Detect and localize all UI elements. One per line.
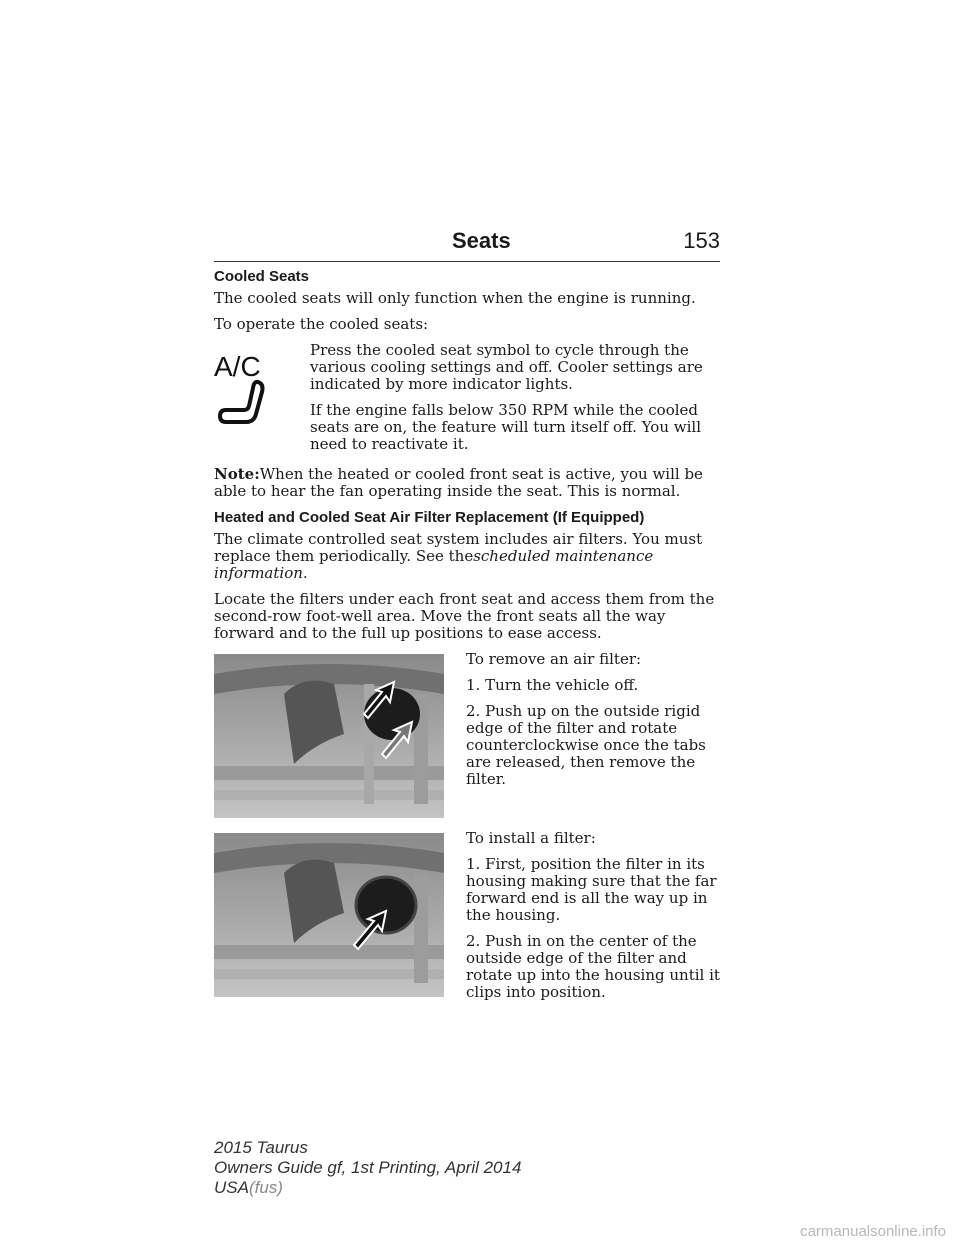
cooled-seats-intro: The cooled seats will only function when the engine is running. xyxy=(214,289,696,307)
install-filter-section xyxy=(214,830,722,1010)
filter-locate: Locate the filters under each front seat and access them from the second-row foot-well area. Move the front seats all the way forward and to the full up positions to ease access. xyxy=(214,590,715,642)
page-footer xyxy=(214,1138,521,1198)
cooled-seat-press: Press the cooled seat symbol to cycle through the various cooling settings and off. Cooler settings are indicated by more indicator lights. xyxy=(310,341,703,393)
install-filter-title: To install a filter: xyxy=(466,829,596,847)
remove-filter-title: To remove an air filter: xyxy=(466,650,642,668)
remove-filter-step-2: 2. Push up on the outside rigid edge of the filter and rotate counterclockwise once the tabs are released, then remove the filter. xyxy=(466,702,706,788)
filter-install-image xyxy=(214,833,444,997)
filter-heading: Heated and Cooled Seat Air Filter Replacement (If Equipped) xyxy=(214,509,645,526)
filter-intro-text: The climate controlled seat system includes air filters. You must replace them periodically. See the xyxy=(214,530,703,565)
page-number: 153 xyxy=(683,228,720,253)
filter-intro xyxy=(214,531,722,582)
install-filter-step-2: 2. Push in on the center of the outside edge of the filter and rotate up into the housing until it clips into position. xyxy=(466,932,720,1001)
page-content xyxy=(214,268,722,1022)
cooled-seat-engine: If the engine falls below 350 RPM while the cooled seats are on, the feature will turn itself off. You will need to reactivate it. xyxy=(310,401,701,453)
cooled-seats-operate: To operate the cooled seats: xyxy=(214,315,429,333)
section-title: Seats xyxy=(452,228,511,253)
page-header xyxy=(214,228,720,262)
install-filter-step-1: 1. First, position the filter in its housing making sure that the far forward end is all the way up in the housing. xyxy=(466,855,717,924)
footer-guide: Owners Guide gf, 1st Printing, April 2014 xyxy=(214,1158,522,1177)
watermark: carmanualsonline.info xyxy=(800,1223,946,1240)
footer-model: 2015 Taurus xyxy=(214,1138,308,1157)
cooled-seat-icon xyxy=(214,348,278,430)
note-paragraph xyxy=(214,466,722,500)
maintenance-link[interactable]: scheduled maintenance information. xyxy=(214,547,654,582)
ac-label: A/C xyxy=(214,351,261,382)
note-text: When the heated or cooled front seat is active, you will be able to hear the fan operating inside the seat. This is normal. xyxy=(214,465,703,500)
footer-region-sub: (fus) xyxy=(248,1178,283,1197)
note-label: Note: xyxy=(214,465,260,483)
remove-filter-section xyxy=(214,651,722,818)
remove-filter-step-1: 1. Turn the vehicle off. xyxy=(466,676,639,694)
cooled-seat-instruction xyxy=(214,342,722,462)
footer-region-main: USA xyxy=(214,1178,249,1197)
footer-region xyxy=(214,1178,521,1198)
header-rule xyxy=(214,261,720,262)
cooled-seats-heading: Cooled Seats xyxy=(214,268,310,285)
filter-removal-image xyxy=(214,654,444,818)
